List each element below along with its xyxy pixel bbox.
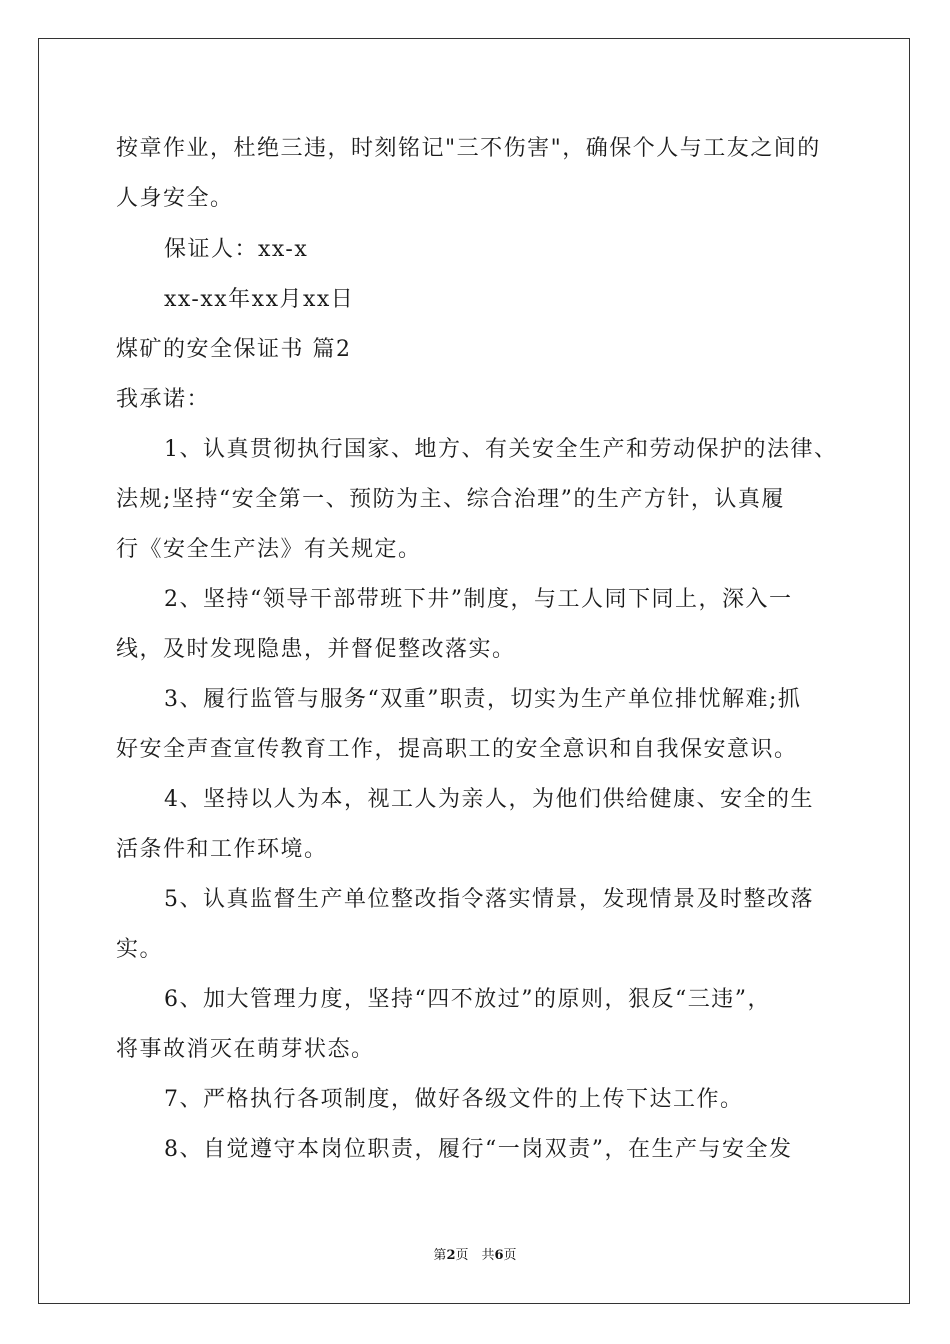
body-line: 行《安全生产法》有关规定。 bbox=[116, 537, 422, 562]
total-page-number: 6 bbox=[494, 1248, 504, 1263]
body-line: 实。 bbox=[116, 937, 164, 962]
body-line: 4、坚持以人为本，视工人为亲人，为他们供给健康、安全的生 bbox=[164, 787, 814, 812]
body-line: 人身安全。 bbox=[116, 186, 234, 211]
body-line: 将事故消灭在萌芽状态。 bbox=[116, 1037, 375, 1062]
page-suffix: 页 bbox=[503, 1248, 517, 1263]
body-line: 我承诺： bbox=[116, 387, 211, 412]
body-line: 7、严格执行各项制度，做好各级文件的上传下达工作。 bbox=[164, 1087, 744, 1112]
body-line: 1、认真贯彻执行国家、地方、有关安全生产和劳动保护的法律、 bbox=[164, 437, 838, 462]
page-prefix: 第 bbox=[433, 1248, 447, 1263]
page-mid: 页 共 bbox=[455, 1248, 495, 1263]
date-line: xx-xx年xx月xx日 bbox=[164, 287, 355, 312]
body-line: 5、认真监督生产单位整改指令落实情景，发现情景及时整改落 bbox=[164, 887, 814, 912]
body-line: 按章作业，杜绝三违，时刻铭记"三不伤害"，确保个人与工友之间的 bbox=[116, 136, 821, 161]
current-page-number: 2 bbox=[446, 1248, 456, 1263]
guarantor-line: 保证人：xx-x bbox=[164, 237, 309, 262]
body-line: 法规;坚持“安全第一、预防为主、综合治理”的生产方针，认真履 bbox=[116, 487, 785, 512]
body-line: 活条件和工作环境。 bbox=[116, 837, 328, 862]
section-heading: 煤矿的安全保证书 篇2 bbox=[116, 337, 352, 362]
body-line: 8、自觉遵守本岗位职责，履行“一岗双责”，在生产与安全发 bbox=[164, 1137, 793, 1162]
body-line: 2、坚持“领导干部带班下井”制度，与工人同下同上，深入一 bbox=[164, 587, 793, 612]
body-line: 好安全声查宣传教育工作，提高职工的安全意识和自我保安意识。 bbox=[116, 737, 798, 762]
body-line: 线，及时发现隐患，并督促整改落实。 bbox=[116, 637, 516, 662]
body-line: 3、履行监管与服务“双重”职责，切实为生产单位排忧解难;抓 bbox=[164, 687, 802, 712]
body-line: 6、加大管理力度，坚持“四不放过”的原则，狠反“三违”， bbox=[164, 987, 771, 1012]
page-footer bbox=[0, 1244, 950, 1263]
